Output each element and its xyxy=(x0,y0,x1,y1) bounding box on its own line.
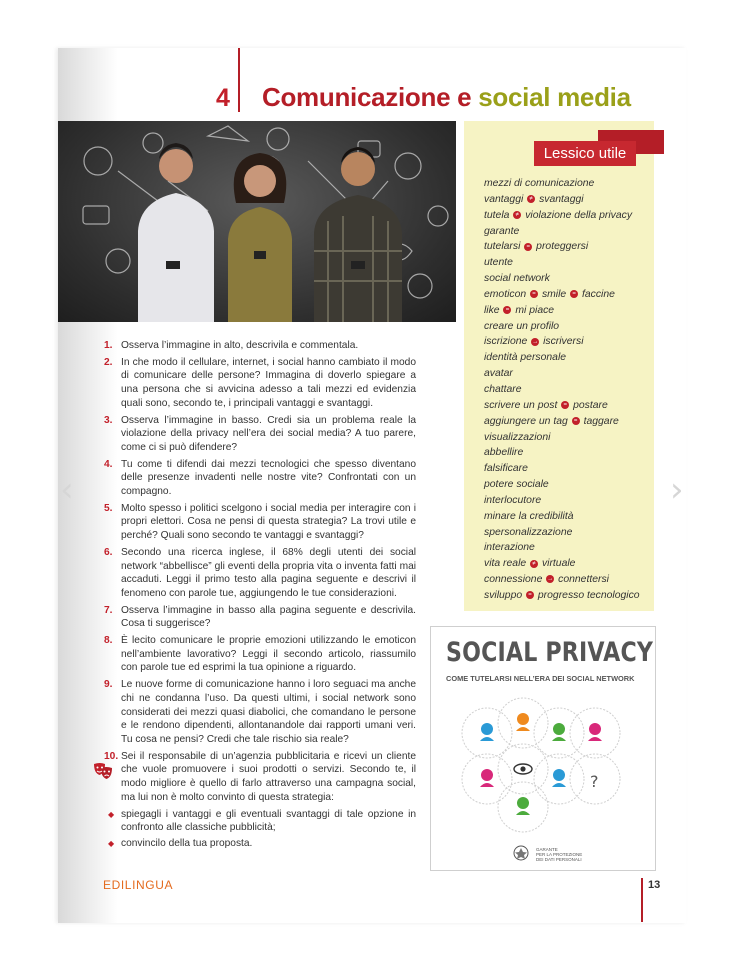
exercise-item xyxy=(104,604,416,631)
social-network-icons-illustration xyxy=(453,697,633,837)
vocabulary-term: interazione xyxy=(484,542,535,554)
exercise-bullet xyxy=(104,808,416,835)
exercise-number: 10. xyxy=(104,750,119,762)
vocabulary-item xyxy=(484,350,640,366)
vocabulary-term: sviluppo xyxy=(484,589,523,601)
vocabulary-term: utente xyxy=(484,257,513,269)
relation-marker: → xyxy=(547,576,554,583)
relation-marker: → xyxy=(532,338,539,345)
publisher-name: EDILINGUA xyxy=(103,878,174,892)
exercise-item xyxy=(104,750,416,805)
vocabulary-term: identità personale xyxy=(484,352,567,364)
svg-text:?: ? xyxy=(590,772,599,791)
vocabulary-item xyxy=(484,414,640,430)
vocabulary-term: virtuale xyxy=(541,558,576,570)
exercise-item xyxy=(104,546,416,601)
vocabulary-term: iscriversi xyxy=(543,336,584,348)
vocabulary-term: spersonalizzazione xyxy=(484,526,573,538)
vocabulary-item xyxy=(484,540,640,556)
diamond-bullet-icon: ◆ xyxy=(108,838,115,848)
exercise-text: Osserva l’immagine in basso. Credi sia un problema reale la violazione della privacy nell’era dei social media? A tuo parere, come ci si può difendere? xyxy=(121,414,416,453)
exercise-text: Le nuove forme di comunicazione hanno i loro seguaci ma anche chi ne condanna l’uso. Da questi ultimi, i social network sono considerati dei mezzi quasi diabolici, che comandano le persone e le rendono dipendenti, allontanandole dai rapporti umani veri. Tu cosa ne pensi? Credi che tale rischio sia reale? xyxy=(121,679,416,745)
people-with-phones-photo xyxy=(58,121,456,322)
vocabulary-term: garante xyxy=(484,225,520,237)
relation-marker: = xyxy=(572,417,580,425)
exercise-text: Sei il responsabile di un’agenzia pubblicitaria e ricevi un cliente che vuole promuovere i suoi prodotti o servizi. Secondo te, il modo migliore è quello di farlo attraverso una campagna social, ma lui non è molto convinto di questa strategia: xyxy=(121,750,416,803)
book-title: SOCIAL PRIVACY xyxy=(446,637,654,668)
photo-illustration xyxy=(58,121,456,322)
relation-marker: ≠ xyxy=(530,560,538,568)
vocabulary-item xyxy=(484,556,640,572)
vocabulary-item xyxy=(484,588,640,604)
vocabulary-item xyxy=(484,525,640,541)
exercise-text: È lecito comunicare le proprie emozioni utilizzando le emoticon nell’ambiente lavorativo? Leggi il secondo articolo, riassumilo con parole tue ed esprimi la tua opinione a riguardo. xyxy=(121,635,416,674)
relation-marker: = xyxy=(503,306,511,314)
vocabulary-item xyxy=(484,255,640,271)
vocabulary-term: chattare xyxy=(484,383,522,395)
vocabulary-term: scrivere un post xyxy=(484,399,558,411)
vocabulary-term: vantaggi xyxy=(484,193,524,205)
vocabulary-term: falsificare xyxy=(484,463,528,475)
book-cover xyxy=(430,626,656,871)
vocabulary-item xyxy=(484,287,640,303)
exercise-list xyxy=(104,339,416,851)
vocabulary-term: tutelarsi xyxy=(484,241,521,253)
vocabulary-term: abbellire xyxy=(484,447,524,459)
garante-seal-icon xyxy=(513,845,529,861)
page-number-divider xyxy=(641,878,643,922)
vocabulary-term: mi piace xyxy=(515,304,555,316)
vocabulary-item xyxy=(484,334,640,350)
exercise-number: 3. xyxy=(104,414,113,426)
exercise-number: 7. xyxy=(104,604,113,616)
exercise-number: 4. xyxy=(104,458,113,470)
diamond-bullet-icon: ◆ xyxy=(108,809,115,819)
exercise-item xyxy=(104,339,416,353)
book-publisher-logo: GARANTE PER LA PROTEZIONE DEI DATI PERSONALI xyxy=(536,847,583,862)
vocabulary-item xyxy=(484,192,640,208)
vocabulary-term: progresso tecnologico xyxy=(537,589,640,601)
vocabulary-term: connessione xyxy=(484,574,543,586)
vocabulary-term: faccine xyxy=(581,288,615,300)
vocabulary-item xyxy=(484,366,640,382)
vocabulary-item xyxy=(484,509,640,525)
chapter-title-part2: social media xyxy=(478,82,631,112)
exercise-number: 8. xyxy=(104,635,113,647)
relation-marker: = xyxy=(526,591,534,599)
page-number: 13 xyxy=(648,879,661,891)
book-subtitle: COME TUTELARSI NELL’ERA DEI SOCIAL NETWORK xyxy=(446,674,635,683)
exercise-text: Tu come ti difendi dai mezzi tecnologici che spesso diventano delle presenze invadenti nelle nostre vite? Confrontati con un compagno. xyxy=(121,458,416,498)
relation-marker: = xyxy=(561,401,569,409)
relation-marker: = xyxy=(570,290,578,298)
vocabulary-item xyxy=(484,493,640,509)
vocabulary-term: smile xyxy=(541,288,567,300)
exercise-text: In che modo il cellulare, internet, i social hanno cambiato il modo di comunicare delle persone? Immagina di doverlo spiegare a una persona che si avvicina adesso a tali mezzi ed evidenzia quali sono, secondo te, i principali vantaggi e svantaggi. xyxy=(121,356,416,409)
chapter-divider xyxy=(238,48,240,112)
vocabulary-term: social network xyxy=(484,273,550,285)
vocabulary-item xyxy=(484,572,640,588)
exercise-number: 5. xyxy=(104,502,113,514)
exercise-number: 9. xyxy=(104,679,113,691)
exercise-text: Osserva l’immagine in basso alla pagina seguente e descrivila. Cosa ti suggerisce? xyxy=(121,604,416,630)
vocabulary-item xyxy=(484,176,640,192)
vocabulary-item xyxy=(484,430,640,446)
bullet-text: convincilo della tua proposta. xyxy=(121,837,253,849)
vocabulary-title: Lessico utile xyxy=(534,141,636,166)
chapter-title-part1: Comunicazione e xyxy=(262,82,472,112)
relation-marker: = xyxy=(524,243,532,251)
exercise-item xyxy=(104,634,416,675)
vocabulary-item xyxy=(484,461,640,477)
vocabulary-term: emoticon xyxy=(484,288,527,300)
vocabulary-item xyxy=(484,224,640,240)
vocabulary-item xyxy=(484,303,640,319)
vocabulary-item xyxy=(484,271,640,287)
vocabulary-term: interlocutore xyxy=(484,494,542,506)
vocabulary-term: potere sociale xyxy=(484,479,549,491)
vocabulary-term: iscrizione xyxy=(484,336,528,348)
chevron-right-icon[interactable]: › xyxy=(670,470,684,510)
relation-marker: ≠ xyxy=(513,211,521,219)
relation-marker: ≠ xyxy=(527,195,535,203)
exercise-item xyxy=(104,678,416,747)
vocabulary-term: visualizzazioni xyxy=(484,431,551,443)
exercise-number: 6. xyxy=(104,546,113,558)
bullet-text: spiegagli i vantaggi e gli eventuali svantaggi di tale opzione in confronto alle classiche pubblicità; xyxy=(121,808,416,834)
vocabulary-term: taggare xyxy=(583,415,619,427)
chapter-number: 4 xyxy=(216,84,230,112)
vocabulary-term: proteggersi xyxy=(536,241,589,253)
vocabulary-term: svantaggi xyxy=(539,193,584,205)
vocabulary-list xyxy=(484,176,640,604)
exercise-text: Secondo una ricerca inglese, il 68% degli utenti dei social network “abbellisce” gli eventi della propria vita o inventa fatti mai accaduti. Leggi il primo testo alla pagina seguente e descrivi il fenomeno con parole tue, aggiungendo le tue considerazioni. xyxy=(121,546,416,599)
exercise-item xyxy=(104,502,416,543)
chevron-left-icon[interactable]: ‹ xyxy=(60,470,74,510)
vocabulary-item xyxy=(484,445,640,461)
vocabulary-item xyxy=(484,208,640,224)
exercise-text: Osserva l’immagine in alto, descrivila e commentala. xyxy=(121,340,359,351)
exercise-number: 2. xyxy=(104,356,113,368)
vocabulary-item xyxy=(484,382,640,398)
exercise-text: Molto spesso i politici scelgono i social media per interagire con i propri elettori. Cosa ne pensi di questa strategia? La trovi utile e perché? Quali sono secondo te vantaggi e svantaggi? xyxy=(121,502,416,542)
vocabulary-term: avatar xyxy=(484,368,513,380)
vocabulary-term: postare xyxy=(573,399,608,411)
exercise-number: 1. xyxy=(104,340,113,351)
vocabulary-item xyxy=(484,477,640,493)
vocabulary-term: violazione della privacy xyxy=(525,209,633,221)
vocabulary-term: aggiungere un tag xyxy=(484,415,568,427)
vocabulary-term: connettersi xyxy=(558,574,609,586)
chapter-title xyxy=(262,82,631,113)
vocabulary-term: like xyxy=(484,304,500,316)
exercise-bullet xyxy=(104,837,416,851)
vocabulary-item xyxy=(484,319,640,335)
exercise-item xyxy=(104,458,416,499)
relation-marker: = xyxy=(530,290,538,298)
vocabulary-term: mezzi di comunicazione xyxy=(484,178,595,189)
exercise-item xyxy=(104,414,416,455)
vocabulary-term: vita reale xyxy=(484,558,527,570)
theatre-masks-icon xyxy=(93,762,113,785)
vocabulary-item xyxy=(484,239,640,255)
vocabulary-term: tutela xyxy=(484,209,510,221)
exercise-item xyxy=(104,356,416,411)
vocabulary-term: creare un profilo xyxy=(484,320,560,332)
vocabulary-term: minare la credibilità xyxy=(484,510,574,522)
vocabulary-item xyxy=(484,398,640,414)
